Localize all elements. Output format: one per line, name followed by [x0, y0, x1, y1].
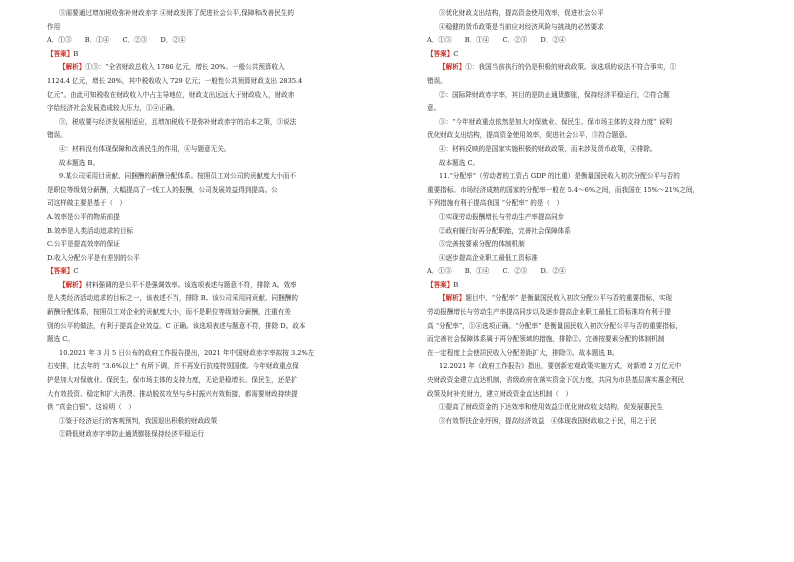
line-text: 薪酬分配体系，按照员工对企业的贡献度大小，而不是职位等级划分薪酬，注重有差: [47, 308, 291, 317]
left-column-line: [47, 225, 394, 239]
right-column-line: [427, 197, 774, 211]
line-text: 而完善社会保障体系属于再分配领域的措施，排除②。完善按要素分配的体制机制: [427, 335, 665, 344]
left-column-line: [47, 48, 394, 62]
left-column-line: [47, 89, 394, 103]
left-column-line: [47, 320, 394, 334]
line-text: C: [453, 49, 459, 58]
line-text: B: [453, 280, 459, 289]
line-text: 央财政资金建立直达机制，省级政府在落实资金下沉力度，共同为市县基层落实惠企利民: [427, 376, 685, 385]
line-text: ④：材料没有体现保障和改善民生的作用，④与题意无关。: [59, 144, 231, 153]
line-text: 故本题选 C。: [439, 158, 480, 167]
line-text: C.公平是提高效率的保证: [47, 240, 120, 249]
left-column-line: [47, 184, 394, 198]
right-column: [427, 7, 774, 428]
line-text: 大有效投资、稳定和扩大消费、推动脱贫攻坚与乡村振兴有效衔接，都需要财政持续提: [47, 389, 298, 398]
left-column: [47, 7, 394, 442]
right-column-line: [427, 89, 774, 103]
line-text: 作用: [47, 22, 61, 31]
line-text: 9.某公司采用目贡献、同捆酬的薪酬分配体系。按照员工对公司的贡献度大小而不: [59, 172, 297, 181]
line-text: 故本题选 B。: [59, 158, 99, 167]
right-column-line: [427, 211, 774, 225]
line-text: 10.2021 年 3 月 5 日公布的政府工作报告提出，2021 年中国财政赤字率拟按 3.2%左: [59, 348, 315, 357]
line-text: 亿元”。由此可知税收在财政收入中占主导地位，财政支出远远大于财政收入，财政赤: [47, 90, 295, 99]
right-column-line: [427, 401, 774, 415]
left-column-line: [47, 374, 394, 388]
right-column-line: [427, 61, 774, 75]
line-text: 供 “真金白银”。这说明（ ）: [47, 403, 135, 412]
line-text: 错误。: [47, 131, 67, 140]
line-text: ②：国际降财政赤字率，其目的是防止通货膨胀，保持经济平稳运行，②符合题: [439, 90, 670, 99]
right-column-line: [427, 292, 774, 306]
line-text: D.收入分配公平是有差别的公平: [47, 253, 140, 262]
right-column-line: [427, 333, 774, 347]
right-column-line: [427, 306, 774, 320]
right-column-line: [427, 252, 774, 266]
left-column-line: [47, 360, 394, 374]
left-column-line: [47, 157, 394, 171]
line-text: ④逐步提高企业职工最低工资标准: [439, 253, 538, 262]
line-text: 材料强调的是公平不是强调效率。该选项表述与题意不符，排除 A。效率: [85, 280, 297, 289]
line-text: ②降低财政赤字率防止通货膨胀保持经济平稳运行: [59, 430, 205, 439]
left-column-line: [47, 129, 394, 143]
answer-tag: 【答案】: [427, 280, 454, 289]
right-column-line: [427, 388, 774, 402]
line-text: B.效率是人类活动追求的目标: [47, 226, 134, 235]
line-text: 右安排，比去年的 “3.6%以上” 有所下调，并不再发行抗疫特别国债。今年财政重点保: [47, 362, 299, 371]
left-column-line: [47, 238, 394, 252]
right-column-line: [427, 21, 774, 35]
right-column-line: [427, 347, 774, 361]
line-text: ②政府履行好再分配职能，完善社会保障体系: [439, 226, 571, 235]
analysis-tag: 【解析】: [59, 63, 86, 72]
left-column-line: [47, 292, 394, 306]
left-column-line: [47, 333, 394, 347]
left-column-line: [47, 75, 394, 89]
line-text: ③优化财政支出结构，提高资金使用效率，促进社会公平: [439, 9, 604, 17]
line-text: A．①③ B．①④ C．②③ D．②④: [47, 36, 186, 45]
right-column-line: [427, 34, 774, 48]
left-column-line: [47, 279, 394, 293]
right-column-line: [427, 415, 774, 429]
right-column-line: [427, 48, 774, 62]
line-text: 错误。: [427, 76, 447, 85]
left-column-line: [47, 388, 394, 402]
left-column-line: [47, 21, 394, 35]
line-text: 1124.4 亿元，增长 20%，其中税收收入 729 亿元；一般性公共预算财政支出 2835.4: [47, 76, 303, 85]
line-text: 意。: [427, 104, 441, 113]
right-column-line: [427, 265, 774, 279]
line-text: 题目中，“分配率” 是衡量国民收入初次分配公平与否的重要指标，实现: [465, 294, 673, 303]
left-column-line: [47, 170, 394, 184]
right-column-line: [427, 184, 774, 198]
left-column-line: [47, 7, 394, 21]
left-column-line: [47, 34, 394, 48]
left-column-line: [47, 415, 394, 429]
right-column-line: [427, 225, 774, 239]
line-text: ④：材料反映的是国家实施积极的财政政策，而未涉及货币政策，④排除。: [439, 144, 657, 153]
line-text: 司这样做主要是基于（ ）: [47, 199, 127, 208]
analysis-tag: 【解析】: [439, 294, 466, 303]
line-text: ③需要通过增加税收弥补财政赤字 ④财政发挥了促进社会公平,保障和改善民生的: [59, 9, 294, 17]
left-column-line: [47, 116, 394, 130]
left-column-line: [47, 102, 394, 116]
line-text: ①③：“全省财政总收入 1786 亿元，增长 20%。一般公共预算收入: [85, 63, 285, 72]
right-column-line: [427, 157, 774, 171]
analysis-tag: 【解析】: [59, 280, 86, 289]
left-column-line: [47, 252, 394, 266]
right-column-line: [427, 279, 774, 293]
right-column-line: [427, 143, 774, 157]
line-text: C: [73, 267, 79, 276]
line-text: ③有效帮扶企业纾困，提高经济效益 ④体现我国财政取之于民，用之于民: [439, 416, 657, 425]
left-column-line: [47, 211, 394, 225]
line-text: ①实现劳动报酬增长与劳动生产率提高同步: [439, 212, 565, 221]
line-text: 劳动报酬增长与劳动生产率提高同步以及逐步提高企业职工最低工资标准均有利于提: [427, 308, 671, 317]
answer-tag: 【答案】: [47, 267, 74, 276]
line-text: 高 “分配率”，①④选项正确。“分配率” 是衡量国民收入初次分配公平与否的重要指标，: [427, 321, 683, 330]
line-text: 字给经济社会发展造成较大压力，①④正确。: [47, 104, 179, 113]
line-text: 政策及时补充财力，建立财政资金直达机制（ ）: [427, 389, 573, 398]
right-column-line: [427, 102, 774, 116]
right-column-line: [427, 374, 774, 388]
right-column-line: [427, 170, 774, 184]
line-text: 护是加大对保就业、保民生、保市场主体的支持力度，无论是稳增长、保民生，还是扩: [47, 376, 298, 385]
line-text: 11.“分配率”（劳动者的工资占 GDP 的比重）是衡量国民收入初次分配公平与否的: [439, 172, 680, 181]
analysis-tag: 【解析】: [439, 63, 466, 72]
line-text: ①：我国当前执行的仍是积极的财政政策。该选项的说法不符合事实，①: [465, 63, 677, 72]
left-column-line: [47, 347, 394, 361]
line-text: ①提高了财政资金的下达效率和使用效益②优化财政收支结构，促发展惠民生: [439, 403, 664, 412]
line-text: ③，税收要与经济发展相适应，且增加税收不是弥补财政赤字的治本之策，③说法: [59, 117, 297, 126]
left-column-line: [47, 428, 394, 442]
left-column-line: [47, 265, 394, 279]
line-text: ③完善按要素分配的体制机制: [439, 240, 525, 249]
right-column-line: [427, 116, 774, 130]
line-text: 是职位等级划分薪酬，大幅提高了一线工人的报酬，公司发展效益得到提高。公: [47, 185, 278, 194]
right-column-line: [427, 129, 774, 143]
right-column-line: [427, 320, 774, 334]
line-text: 重要指标。市场经济成熟的国家的分配率一般在 5.4～6%之间，而我国在 15%～21%之间，: [427, 185, 700, 194]
right-column-line: [427, 360, 774, 374]
right-column-line: [427, 7, 774, 21]
right-column-line: [427, 238, 774, 252]
line-text: ①鉴于经济运行的客观预判，我国退出积极的财政政策: [59, 416, 218, 425]
line-text: 是人类经济活动追求的目标之一，该表述不当，排除 B。该公司采用同贡献、同捆酬的: [47, 294, 298, 303]
line-text: A.效率是公平的物质前提: [47, 212, 120, 221]
line-text: B: [73, 49, 79, 58]
line-text: 优化财政支出结构，提高资金使用效率，促进社会公平，③符合题意。: [427, 131, 632, 140]
line-text: 下列措施有利于提高我国 “分配率” 的是（ ）: [427, 199, 564, 208]
left-column-line: [47, 197, 394, 211]
line-text: ③：“今年财政重点依然是加大对保就业、保民生、保市场主体的支持力度” 说明: [439, 117, 673, 126]
answer-tag: 【答案】: [47, 49, 74, 58]
line-text: 题选 C。: [47, 335, 74, 344]
line-text: A．①③ B．①④ C．②③ D．②④: [427, 36, 566, 45]
left-column-line: [47, 401, 394, 415]
left-column-line: [47, 306, 394, 320]
left-column-line: [47, 61, 394, 75]
answer-tag: 【答案】: [427, 49, 454, 58]
left-column-line: [47, 143, 394, 157]
line-text: A．①③ B．①④ C．②③ D．②④: [427, 267, 566, 276]
line-text: ④稳健的货币政策是当前应对经济风险与挑战的必然要求: [439, 22, 604, 31]
right-column-line: [427, 75, 774, 89]
line-text: 别的公平的做法，有利于提高企业效益。C 正确。该选项表述与题意不符，排除 D。故本: [47, 321, 306, 330]
line-text: 12.2021 年《政府工作报告》指出，要创新宏观政策实施方式，对新增 2 万亿元中: [439, 362, 682, 371]
line-text: 在一定程度上会使居民收入分配差距扩大，排除③。故本题选 B。: [427, 348, 619, 357]
